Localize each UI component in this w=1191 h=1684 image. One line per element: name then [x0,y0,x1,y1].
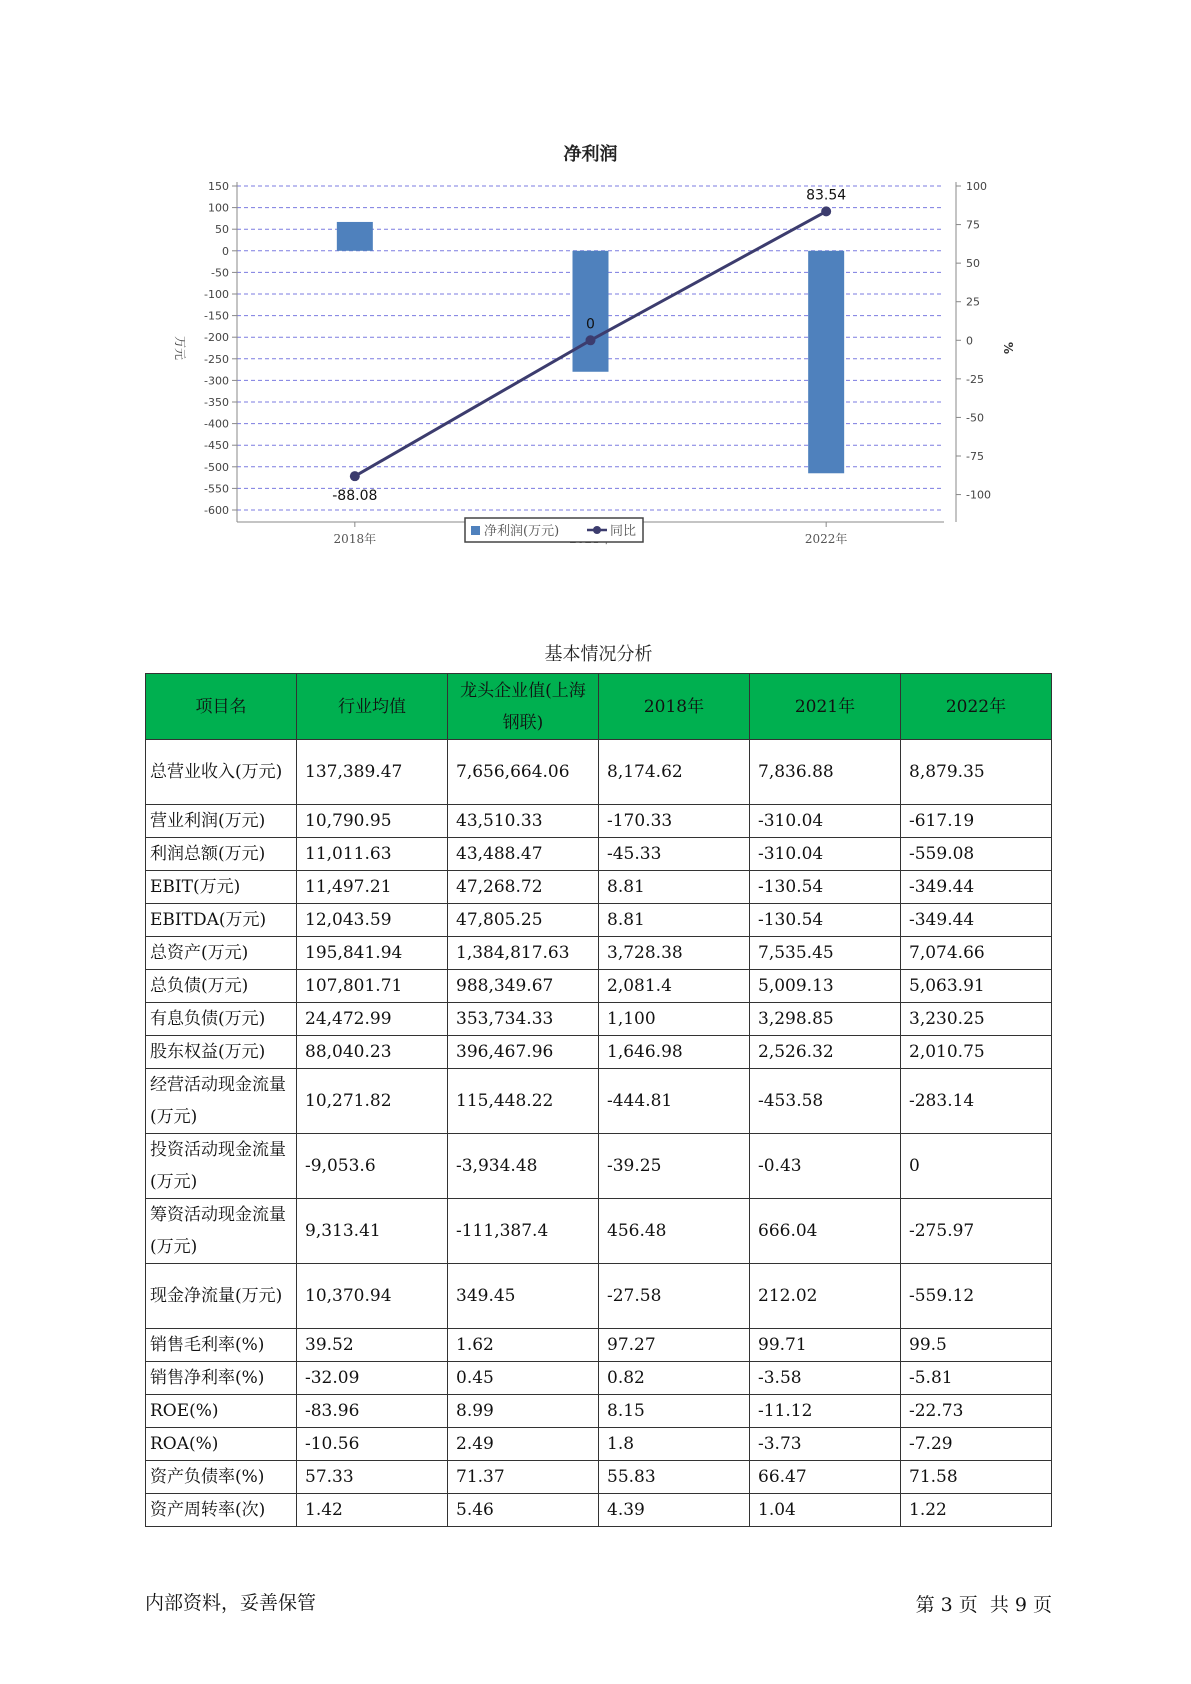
value-cell: -617.19 [901,805,1052,838]
value-cell: 5.46 [448,1494,599,1527]
yoy-data-label: 83.54 [806,187,847,204]
table-row [146,970,1052,1003]
y2-tick-label: 75 [966,218,980,232]
value-cell: 10,271.82 [297,1069,448,1134]
value-cell: 11,011.63 [297,838,448,871]
table-row [146,1264,1052,1329]
value-cell: 55.83 [599,1461,750,1494]
row-label-cell: 销售毛利率(%) [146,1329,297,1362]
y2-tick-label: -100 [966,488,991,502]
value-cell: 7,074.66 [901,937,1052,970]
value-cell: -9,053.6 [297,1134,448,1199]
y-tick-label: 50 [215,223,229,237]
legend-line-marker [593,526,601,534]
table-row [146,1003,1052,1036]
table-row [146,1036,1052,1069]
row-label-cell: EBITDA(万元) [146,904,297,937]
value-cell: -45.33 [599,838,750,871]
value-cell: 24,472.99 [297,1003,448,1036]
value-cell: 988,349.67 [448,970,599,1003]
value-cell: 71.37 [448,1461,599,1494]
y-tick-label: -50 [211,266,229,280]
chart-svg [140,130,1040,600]
yoy-point [586,335,596,345]
value-cell: 66.47 [750,1461,901,1494]
value-cell: -310.04 [750,838,901,871]
value-cell: 5,009.13 [750,970,901,1003]
value-cell: 1.22 [901,1494,1052,1527]
value-cell: -10.56 [297,1428,448,1461]
x-tick-label: 2018年 [333,532,377,546]
value-cell: 1.8 [599,1428,750,1461]
y2-tick-label: 100 [966,180,987,193]
value-cell: -11.12 [750,1395,901,1428]
row-label-cell: 有息负债(万元) [146,1003,297,1036]
table-row [146,740,1052,805]
row-label-cell: 总营业收入(万元) [146,740,297,805]
table-row [146,1362,1052,1395]
value-cell: -3.73 [750,1428,901,1461]
yoy-data-label: -88.08 [332,488,378,505]
value-cell: 1.04 [750,1494,901,1527]
table-row [146,1428,1052,1461]
row-label-cell: EBIT(万元) [146,871,297,904]
header-item-name: 项目名 [146,674,297,740]
value-cell: 0.45 [448,1362,599,1395]
value-cell: 115,448.22 [448,1069,599,1134]
value-cell: -130.54 [750,871,901,904]
header-2021: 2021年 [750,674,901,740]
table-row [146,1329,1052,1362]
table-row [146,1461,1052,1494]
value-cell: 43,488.47 [448,838,599,871]
value-cell: 353,734.33 [448,1003,599,1036]
value-cell: 1,100 [599,1003,750,1036]
value-cell: 8.81 [599,904,750,937]
yoy-data-label: 0 [586,316,595,333]
y-tick-label: -550 [204,482,229,496]
value-cell: 71.58 [901,1461,1052,1494]
value-cell: 7,656,664.06 [448,740,599,805]
row-label-cell: ROA(%) [146,1428,297,1461]
table-row [146,937,1052,970]
value-cell: 2,010.75 [901,1036,1052,1069]
y2-axis-label: % [1001,341,1015,355]
value-cell: 1,646.98 [599,1036,750,1069]
table-row [146,1134,1052,1199]
value-cell: -22.73 [901,1395,1052,1428]
value-cell: -3.58 [750,1362,901,1395]
value-cell: 1.42 [297,1494,448,1527]
table-caption: 基本情况分析 [544,644,653,665]
y2-tick-label: -75 [966,450,984,463]
y2-tick-label: 25 [966,295,980,309]
net-profit-chart [140,130,1040,600]
value-cell: 137,389.47 [297,740,448,805]
value-cell: -83.96 [297,1395,448,1428]
value-cell: 0.82 [599,1362,750,1395]
value-cell: 8,174.62 [599,740,750,805]
footer-page-number: 第 3 页 共 9 页 [915,1594,1052,1616]
value-cell: -111,387.4 [448,1199,599,1264]
y-tick-label: -100 [204,288,229,301]
value-cell: 8.99 [448,1395,599,1428]
table-row [146,1395,1052,1428]
value-cell: 12,043.59 [297,904,448,937]
y-tick-label: -400 [204,417,229,431]
value-cell: 0 [901,1134,1052,1199]
value-cell: 7,836.88 [750,740,901,805]
value-cell: 4.39 [599,1494,750,1527]
header-2018: 2018年 [599,674,750,740]
value-cell: 97.27 [599,1329,750,1362]
y-tick-label: 150 [208,180,229,193]
header-leader-value: 龙头企业值(上海钢联) [448,674,599,740]
row-label-cell: 现金净流量(万元) [146,1264,297,1329]
value-cell: 666.04 [750,1199,901,1264]
value-cell: 10,790.95 [297,805,448,838]
y-tick-label: -150 [204,309,229,323]
value-cell: -5.81 [901,1362,1052,1395]
value-cell: -349.44 [901,871,1052,904]
table-row [146,805,1052,838]
chart-title: 净利润 [563,144,618,165]
row-label-cell: 投资活动现金流量(万元) [146,1134,297,1199]
y-axis-label: 万元 [173,335,187,361]
value-cell: 1.62 [448,1329,599,1362]
table-header-row [146,674,1052,740]
value-cell: 456.48 [599,1199,750,1264]
value-cell: 8.81 [599,871,750,904]
value-cell: 43,510.33 [448,805,599,838]
y-tick-label: 0 [222,244,229,258]
value-cell: 9,313.41 [297,1199,448,1264]
x-tick-label: 2022年 [804,532,848,546]
y2-tick-label: 0 [966,334,973,348]
value-cell: 57.33 [297,1461,448,1494]
value-cell: 212.02 [750,1264,901,1329]
table-row [146,904,1052,937]
value-cell: 10,370.94 [297,1264,448,1329]
value-cell: 3,230.25 [901,1003,1052,1036]
row-label-cell: 经营活动现金流量(万元) [146,1069,297,1134]
value-cell: 2,526.32 [750,1036,901,1069]
value-cell: -453.58 [750,1069,901,1134]
table-row [146,838,1052,871]
footer-confidential-note: 内部资料，妥善保管 [145,1592,317,1614]
yoy-point [350,471,360,481]
yoy-point [821,206,831,216]
value-cell: -559.08 [901,838,1052,871]
value-cell: 3,298.85 [750,1003,901,1036]
value-cell: 2.49 [448,1428,599,1461]
value-cell: -32.09 [297,1362,448,1395]
value-cell: 1,384,817.63 [448,937,599,970]
bar-2018年 [337,222,373,251]
value-cell: -130.54 [750,904,901,937]
y-tick-label: -300 [204,374,229,388]
y-tick-label: -350 [204,396,229,409]
value-cell: -283.14 [901,1069,1052,1134]
value-cell: 8.15 [599,1395,750,1428]
row-label-cell: 股东权益(万元) [146,1036,297,1069]
y2-tick-label: 50 [966,257,980,271]
value-cell: 47,268.72 [448,871,599,904]
y-tick-label: -500 [204,460,229,474]
table-row [146,1199,1052,1264]
value-cell: -349.44 [901,904,1052,937]
legend-bar-swatch [471,526,480,535]
value-cell: 99.5 [901,1329,1052,1362]
row-label-cell: 总资产(万元) [146,937,297,970]
value-cell: 2,081.4 [599,970,750,1003]
table-body [146,740,1052,1527]
value-cell: -7.29 [901,1428,1052,1461]
value-cell: 396,467.96 [448,1036,599,1069]
value-cell: -3,934.48 [448,1134,599,1199]
value-cell: 3,728.38 [599,937,750,970]
value-cell: 7,535.45 [750,937,901,970]
row-label-cell: 销售净利率(%) [146,1362,297,1395]
row-label-cell: ROE(%) [146,1395,297,1428]
header-2022: 2022年 [901,674,1052,740]
value-cell: 195,841.94 [297,937,448,970]
row-label-cell: 资产周转率(次) [146,1494,297,1527]
legend-bar-label: 净利润(万元) [484,524,560,539]
y-tick-label: -450 [204,439,229,453]
value-cell: -444.81 [599,1069,750,1134]
value-cell: 349.45 [448,1264,599,1329]
value-cell: 11,497.21 [297,871,448,904]
value-cell: 5,063.91 [901,970,1052,1003]
value-cell: 99.71 [750,1329,901,1362]
value-cell: 47,805.25 [448,904,599,937]
value-cell: 88,040.23 [297,1036,448,1069]
row-label-cell: 资产负债率(%) [146,1461,297,1494]
y2-tick-label: -25 [966,372,984,386]
row-label-cell: 筹资活动现金流量(万元) [146,1199,297,1264]
y-tick-label: 100 [208,201,229,215]
bar-2022年 [808,251,844,473]
y-tick-label: -200 [204,331,229,345]
table-row [146,1494,1052,1527]
value-cell: -170.33 [599,805,750,838]
row-label-cell: 营业利润(万元) [146,805,297,838]
bar-2021年 [573,251,609,372]
row-label-cell: 总负债(万元) [146,970,297,1003]
analysis-table [145,673,1052,1527]
table-row [146,1069,1052,1134]
y2-tick-label: -50 [966,411,984,425]
value-cell: -559.12 [901,1264,1052,1329]
y-tick-label: -250 [204,352,229,366]
header-industry-avg: 行业均值 [297,674,448,740]
legend-line-label: 同比 [610,524,637,539]
value-cell: 39.52 [297,1329,448,1362]
table-row [146,871,1052,904]
row-label-cell: 利润总额(万元) [146,838,297,871]
value-cell: -275.97 [901,1199,1052,1264]
value-cell: -27.58 [599,1264,750,1329]
value-cell: -0.43 [750,1134,901,1199]
value-cell: -39.25 [599,1134,750,1199]
value-cell: 8,879.35 [901,740,1052,805]
value-cell: 107,801.71 [297,970,448,1003]
y-tick-label: -600 [204,504,229,517]
value-cell: -310.04 [750,805,901,838]
